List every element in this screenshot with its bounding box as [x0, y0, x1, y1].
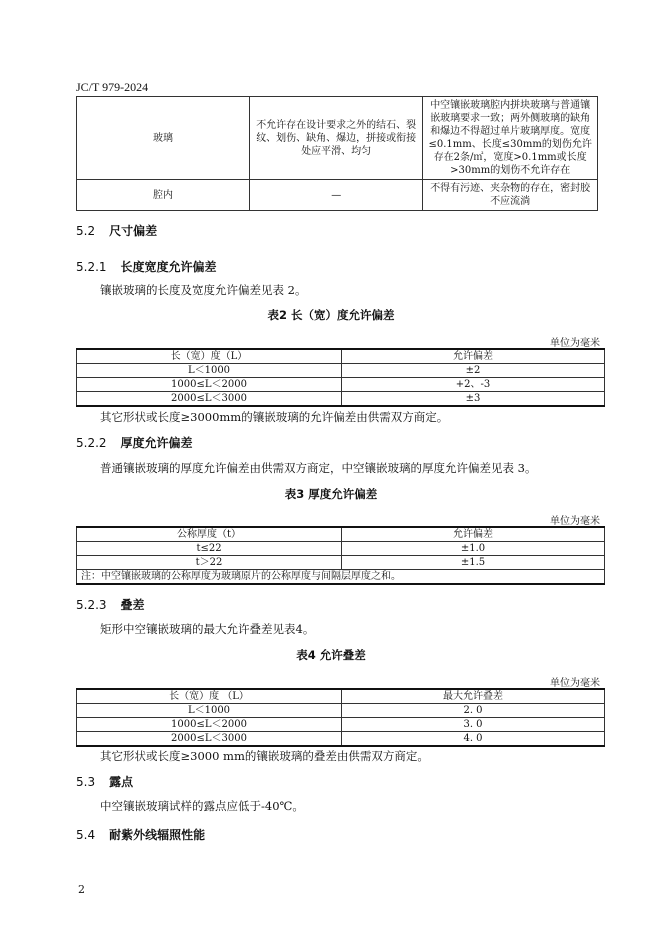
section-title: 长度宽度允许偏差	[120, 260, 217, 274]
table-cell: t≤22	[77, 542, 342, 556]
table-cell: ±1.5	[342, 556, 605, 570]
table-cell: —	[250, 180, 423, 211]
table2	[76, 348, 605, 407]
table-cell: +2、-3	[342, 378, 605, 392]
section-title: 露点	[109, 775, 134, 789]
paragraph: 普通镶嵌玻璃的厚度允许偏差由供需双方商定，中空镶嵌玻璃的厚度允许偏差见表 3。	[100, 461, 537, 475]
table-row	[77, 556, 605, 570]
table3	[76, 526, 605, 585]
section-title: 尺寸偏差	[109, 224, 158, 238]
table-cell: t＞22	[77, 556, 342, 570]
table-row	[77, 364, 605, 378]
table-cell: 腔内	[77, 180, 250, 211]
paragraph: 中空镶嵌玻璃试样的露点应低于-40℃。	[100, 799, 304, 813]
column-header: 长（宽）度 （L）	[77, 689, 342, 704]
standard-code: JC/T 979-2024	[76, 80, 149, 94]
table-row	[77, 542, 605, 556]
table-cell: L＜1000	[77, 364, 342, 378]
section-number: 5.3	[76, 775, 96, 789]
table-header-row	[77, 527, 605, 542]
table-row	[77, 180, 598, 211]
table-row	[77, 718, 605, 732]
section-number: 5.2.2	[76, 436, 107, 450]
column-header: 允许偏差	[342, 349, 605, 364]
table-cell: L＜1000	[77, 704, 342, 718]
table-row	[77, 378, 605, 392]
page-number: 2	[78, 883, 85, 896]
column-header: 允许偏差	[342, 527, 605, 542]
column-header: 最大允许叠差	[342, 689, 605, 704]
section-title: 叠差	[120, 598, 145, 612]
table3-unit: 单位为毫米	[550, 516, 600, 527]
defect-table	[76, 96, 598, 211]
column-header: 公称厚度（t）	[77, 527, 342, 542]
table-cell: 1000≤L＜2000	[77, 378, 342, 392]
table3-caption: 表3 厚度允许偏差	[284, 487, 378, 501]
section-5-2-heading	[76, 222, 157, 239]
column-header: 长（宽）度（L）	[77, 349, 342, 364]
table-note-row	[77, 570, 605, 585]
table-cell: 中空镶嵌玻璃腔内拼块玻璃与普通镶嵌玻璃要求一致；两外侧玻璃的缺角和爆边不得超过单片玻璃厚度。宽度≤0.1mm、长度≤30mm的划伤允许存在2条/㎡，宽度>0.1mm或长度>30mm的划伤不允许存在	[423, 97, 598, 180]
table4-after-text: 其它形状或长度≥3000 mm的镶嵌玻璃的叠差由供需双方商定。	[100, 749, 429, 763]
section-5-2-1-heading	[76, 258, 217, 275]
table-cell: 1000≤L＜2000	[77, 718, 342, 732]
table-cell: ±2	[342, 364, 605, 378]
section-number: 5.4	[76, 828, 96, 842]
section-number: 5.2	[76, 224, 96, 238]
table-cell: 2. 0	[342, 704, 605, 718]
table-row	[77, 97, 598, 180]
table-row	[77, 392, 605, 407]
table-cell: 3. 0	[342, 718, 605, 732]
section-5-4-heading	[76, 826, 205, 843]
table2-caption: 表2 长（宽）度允许偏差	[267, 308, 395, 322]
table-row	[77, 732, 605, 747]
section-5-3-heading	[76, 773, 133, 790]
section-number: 5.2.1	[76, 260, 107, 274]
table-header-row	[77, 689, 605, 704]
section-title: 耐紫外线辐照性能	[109, 828, 206, 842]
table-cell: ±1.0	[342, 542, 605, 556]
table4-caption: 表4 允许叠差	[296, 648, 366, 662]
table-cell: 2000≤L＜3000	[77, 732, 342, 747]
table-cell: 不得有污迹、夹杂物的存在，密封胶不应流淌	[423, 180, 598, 211]
table4-unit: 单位为毫米	[550, 678, 600, 689]
table2-after-text: 其它形状或长度≥3000mm的镶嵌玻璃的允许偏差由供需双方商定。	[100, 410, 449, 424]
section-5-2-3-heading	[76, 596, 145, 613]
paragraph: 矩形中空镶嵌玻璃的最大允许叠差见表4。	[100, 622, 315, 636]
section-number: 5.2.3	[76, 598, 107, 612]
table-cell: 玻璃	[77, 97, 250, 180]
table-note: 注：中空镶嵌玻璃的公称厚度为玻璃原片的公称厚度与间隔层厚度之和。	[77, 570, 605, 585]
table-row	[77, 704, 605, 718]
section-5-2-2-heading	[76, 434, 193, 451]
section-title: 厚度允许偏差	[120, 436, 193, 450]
table-cell: ±3	[342, 392, 605, 407]
table2-unit: 单位为毫米	[550, 338, 600, 349]
table-cell: 不允许存在设计要求之外的结石、裂纹、划伤、缺角、爆边，拼接或衔接处应平滑、均匀	[250, 97, 423, 180]
table-header-row	[77, 349, 605, 364]
table4	[76, 688, 605, 747]
paragraph: 镶嵌玻璃的长度及宽度允许偏差见表 2。	[100, 283, 307, 297]
table-cell: 2000≤L＜3000	[77, 392, 342, 407]
table-cell: 4. 0	[342, 732, 605, 747]
